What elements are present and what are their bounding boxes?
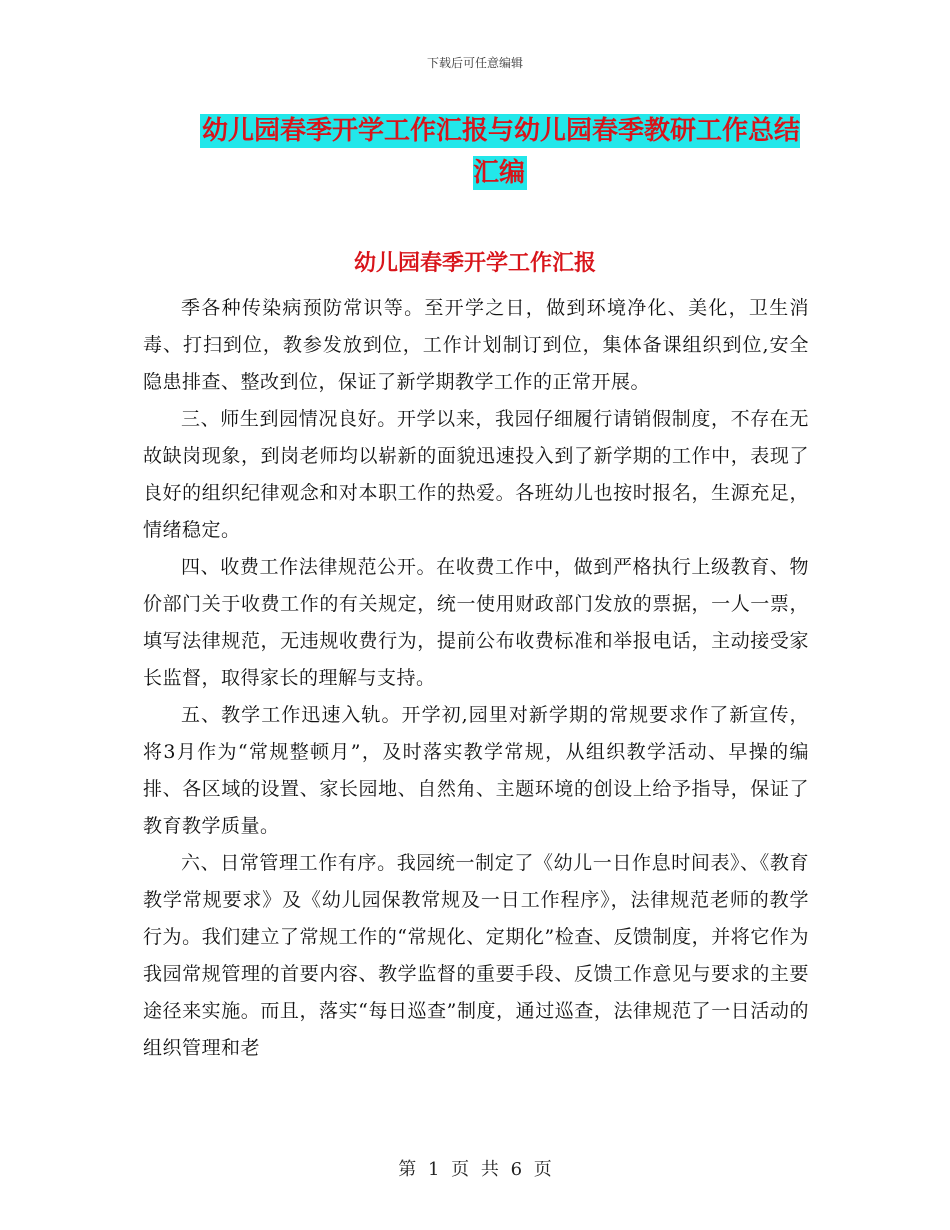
paragraph: 五、教学工作迅速入轨。开学初,园里对新学期的常规要求作了新宣传，将3月作为“常规整顿月”，及时落实教学常规，从组织教学活动、早操的编排、各区域的设置、家长园地、自然角、主题环境的创设上给予指导，保证了教育教学质量。 <box>143 704 809 837</box>
paragraph: 季各种传染病预防常识等。至开学之日，做到环境净化、美化，卫生消毒、打扫到位，教参发放到位，工作计划制订到位，集体备课组织到位,安全隐患排查、整改到位，保证了新学期教学工作的正常开展。 <box>143 297 809 393</box>
paragraph: 四、收费工作法律规范公开。在收费工作中，做到严格执行上级教育、物价部门关于收费工作的有关规定，统一使用财政部门发放的票据，一人一票，填写法律规范，无违规收费行为，提前公布收费标准和举报电话，主动接受家长监督，取得家长的理解与支持。 <box>143 556 809 689</box>
header-note: 下载后可任意编辑 <box>426 56 523 70</box>
section-title: 幼儿园春季开学工作汇报 <box>353 251 596 276</box>
document-title-text: 幼儿园春季开学工作汇报与幼儿园春季教研工作总结汇编 <box>201 116 800 188</box>
paragraph: 六、日常管理工作有序。我园统一制定了《幼儿一日作息时间表》、《教育教学常规要求》及《幼儿园保教常规及一日工作程序》，法律规范老师的教学行为。我们建立了常规工作的“常规化、定期化”检查、反馈制度，并将它作为我园常规管理的首要内容、教学监督的重要手段、反馈工作意见与要求的主要途径来实施。而且，落实“每日巡查”制度，通过巡查，法律规范了一日活动的组织管理和老 <box>143 852 809 1059</box>
document-body <box>143 290 809 1067</box>
paragraph: 三、师生到园情况良好。开学以来，我园仔细履行请销假制度，不存在无故缺岗现象，到岗老师均以崭新的面貌迅速投入到了新学期的工作中，表现了良好的组织纪律观念和对本职工作的热爱。各班幼儿也按时报名，生源充足，情绪稳定。 <box>143 408 809 541</box>
document-title <box>190 110 810 194</box>
page-number-footer: 第 1 页 共 6 页 <box>398 1159 552 1180</box>
